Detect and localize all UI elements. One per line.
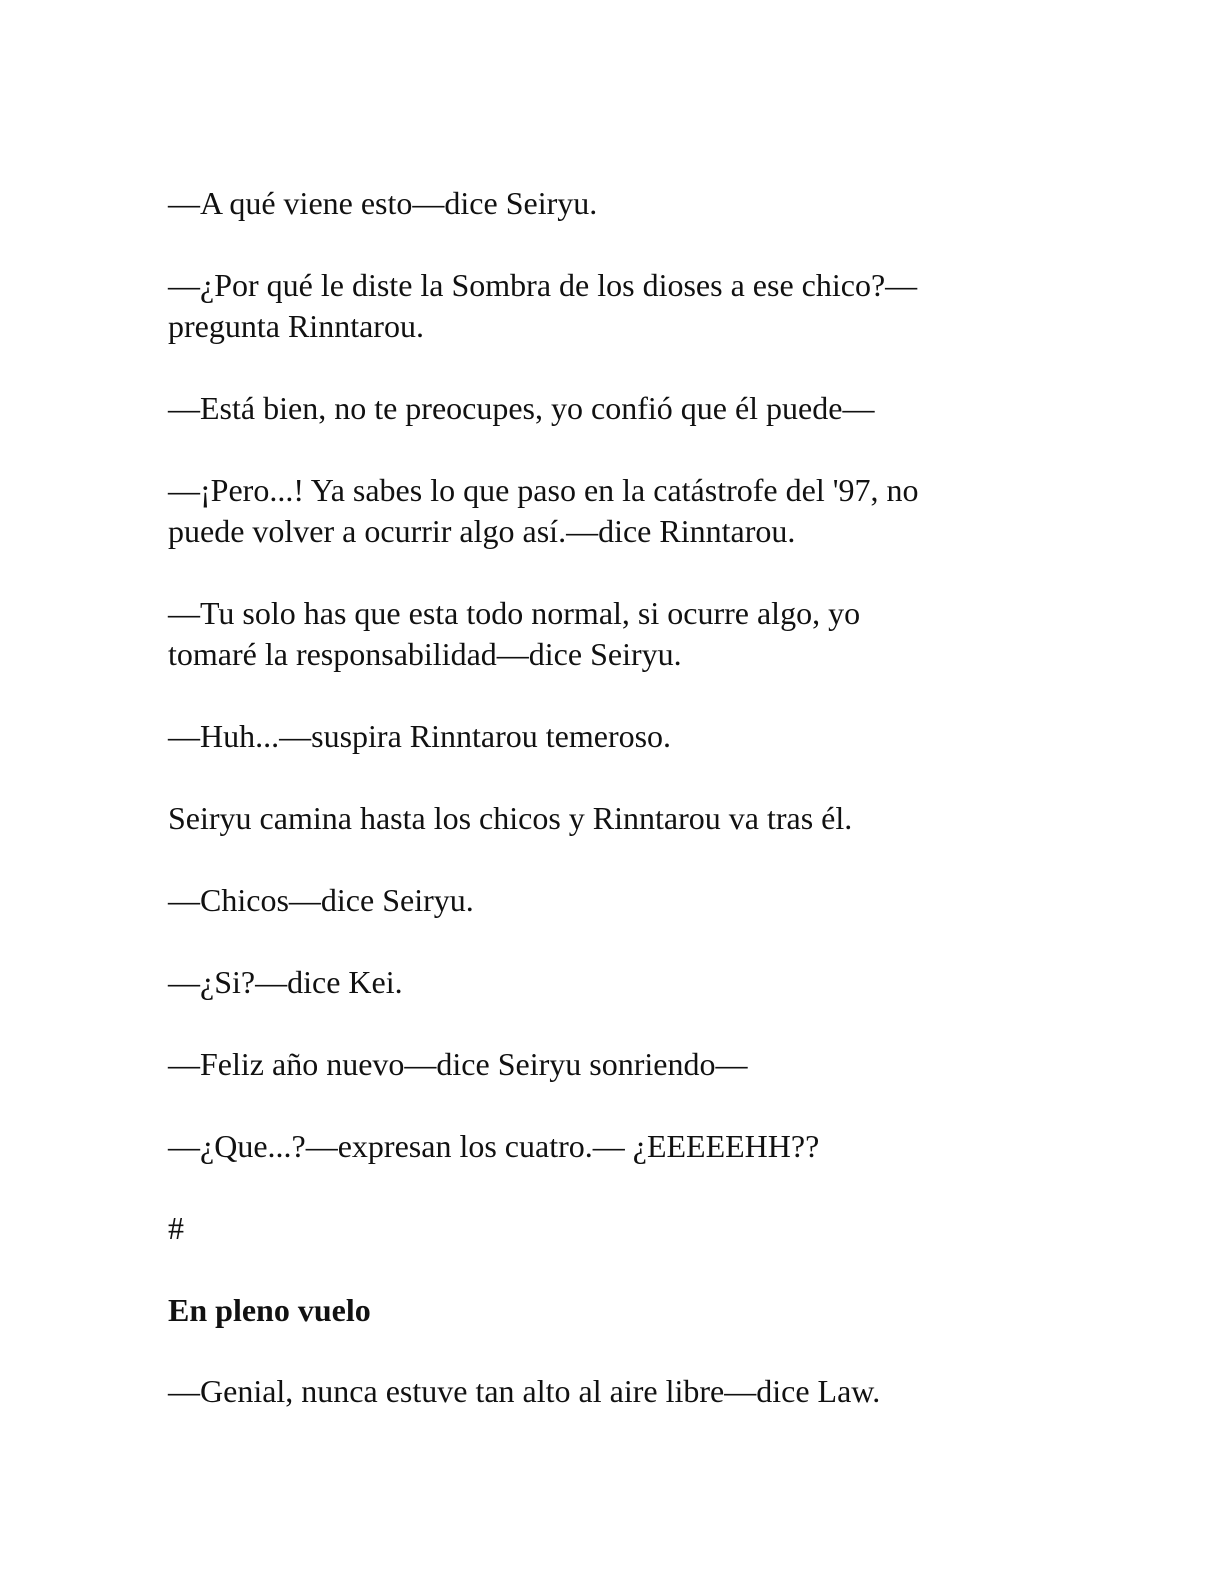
paragraph-1 bbox=[168, 183, 1048, 224]
paragraph-8 bbox=[168, 880, 1048, 921]
paragraph-line: —Feliz año nuevo—dice Seiryu sonriendo— bbox=[168, 1046, 748, 1082]
scene-break-marker: # bbox=[168, 1210, 184, 1246]
section-heading-text: En pleno vuelo bbox=[168, 1292, 371, 1328]
paragraph-line: —¡Pero...! Ya sabes lo que paso en la catástrofe del '97, no bbox=[168, 472, 919, 508]
paragraph-line: —Está bien, no te preocupes, yo confió que él puede— bbox=[168, 390, 875, 426]
paragraph-5 bbox=[168, 593, 1048, 675]
paragraph-line: puede volver a ocurrir algo así.—dice Rinntarou. bbox=[168, 513, 796, 549]
paragraph-10 bbox=[168, 1044, 1048, 1085]
paragraph-7 bbox=[168, 798, 1048, 839]
paragraph-line: tomaré la responsabilidad—dice Seiryu. bbox=[168, 636, 682, 672]
paragraph-line: —Chicos—dice Seiryu. bbox=[168, 882, 474, 918]
paragraph-line: —Huh...—suspira Rinntarou temeroso. bbox=[168, 718, 672, 754]
paragraph-11 bbox=[168, 1126, 1048, 1167]
paragraph-line: —¿Que...?—expresan los cuatro.— ¿EEEEEHH?? bbox=[168, 1128, 820, 1164]
paragraph-6 bbox=[168, 716, 1048, 757]
section-heading bbox=[168, 1290, 1048, 1331]
paragraph-final bbox=[168, 1371, 1048, 1412]
paragraph-9 bbox=[168, 962, 1048, 1003]
paragraph-line: pregunta Rinntarou. bbox=[168, 308, 424, 344]
paragraph-line: —¿Por qué le diste la Sombra de los dioses a ese chico?— bbox=[168, 267, 918, 303]
scene-break bbox=[168, 1208, 1048, 1249]
paragraph-line: —Genial, nunca estuve tan alto al aire libre—dice Law. bbox=[168, 1373, 881, 1409]
paragraph-line: —A qué viene esto—dice Seiryu. bbox=[168, 185, 598, 221]
paragraph-line: Seiryu camina hasta los chicos y Rinntarou va tras él. bbox=[168, 800, 853, 836]
paragraph-2 bbox=[168, 265, 1048, 347]
paragraph-line: —Tu solo has que esta todo normal, si ocurre algo, yo bbox=[168, 595, 861, 631]
paragraph-line: —¿Si?—dice Kei. bbox=[168, 964, 403, 1000]
paragraph-4 bbox=[168, 470, 1048, 552]
paragraph-3 bbox=[168, 388, 1048, 429]
